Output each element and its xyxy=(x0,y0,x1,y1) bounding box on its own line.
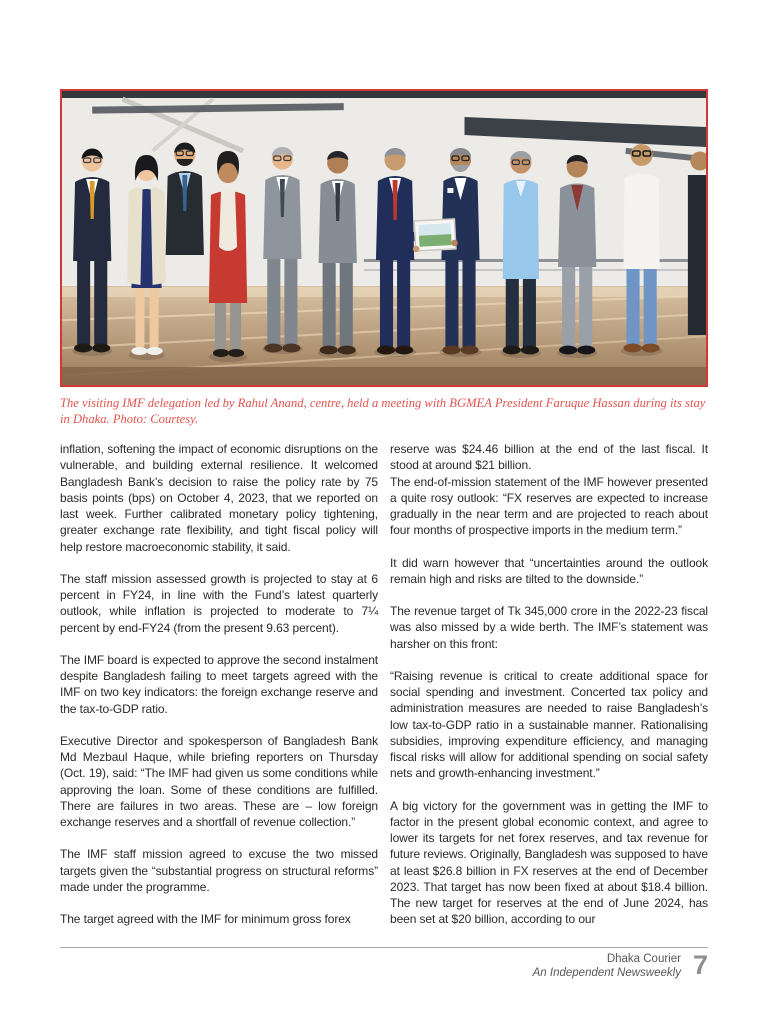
photo-caption: The visiting IMF delegation led by Rahul Anand, centre, held a meeting with BGMEA President Faruque Hassan during its stay in Dhaka. Photo: Courtesy. xyxy=(60,396,706,426)
page-number: 7 xyxy=(692,950,708,980)
paragraph: It did warn however that “uncertainties around the outlook remain high and risks are tilted to the downside.” xyxy=(390,555,708,586)
paragraph: A big victory for the government was in getting the IMF to factor in the present global economic context, and agree to lower its targets for net forex reserves, and tax revenue for future reviews. Originally, Bangladesh was supposed to have at least $26.8 billion in FX reserves at the end of December 2023. That target has now been fixed at about $18.4 billion. The new target for reserves at the end of June 2024, has been set at $20 billion, according to our xyxy=(390,798,708,927)
page-footer xyxy=(60,947,708,980)
publication-block xyxy=(533,953,681,980)
paragraph: The IMF board is expected to approve the second instalment despite Bangladesh failing to meet targets agreed with the IMF on two key indicators: the foreign exchange reserve and the tax-to-GDP ratio. xyxy=(60,652,378,716)
paragraph: “Raising revenue is critical to create additional space for social spending and investment. Concerted tax policy and administration measures are needed to raise Bangladesh’s low tax-to-GDP ratio in a sustainable manner. Rationalising subsidies, improving expenditure efficiency, and managing fiscal risks will allow for additional spending on social safety nets and growth-enhancing investment.” xyxy=(390,668,708,781)
paragraph: The end-of-mission statement of the IMF however presented a quite rosy outlook: “FX reserves are expected to increase gradually in the near term and are projected to reach about four months of prospective imports in the medium term.” xyxy=(390,474,708,538)
publication-tagline: An Independent Newsweekly xyxy=(532,966,681,979)
photo-figure xyxy=(60,89,708,427)
paragraph: reserve was $24.46 billion at the end of the last fiscal. It stood at around $21 billion. xyxy=(390,442,708,473)
paragraph: The target agreed with the IMF for minimum gross forex xyxy=(60,912,351,926)
paragraph: inflation, softening the impact of economic disruptions on the vulnerable, and building external resilience. It welcomed Bangladesh Bank’s decision to raise the policy rate by 75 basis points (bps) on October 4, 2023, that we reported on last week. Further calibrated monetary policy tightening, greater exchange rate flexibility, and tight fiscal policy will help restore macroeconomic stability, it said. xyxy=(60,442,378,554)
paragraph: The revenue target of Tk 345,000 crore in the 2022-23 fiscal was also missed by a wide berth. The IMF’s statement was harsher on this front: xyxy=(390,604,708,651)
paragraph: The IMF staff mission agreed to excuse the two missed targets given the “substantial progress on structural reforms” made under the programme. xyxy=(60,847,378,894)
right-column xyxy=(390,441,708,928)
article-body xyxy=(60,441,708,928)
photo-illustration xyxy=(62,91,706,385)
left-column xyxy=(60,441,378,928)
paragraph: Executive Director and spokesperson of Bangladesh Bank Md Mezbaul Haque, while briefing reporters on Thursday (Oct. 19), said: “The IMF had given us some conditions while approving the loan. Some of these conditions are fulfilled. There are failures in two areas. These are – low foreign exchange reserves and a shortfall of revenue collection.” xyxy=(60,733,378,829)
photo xyxy=(60,89,708,387)
publication-name: Dhaka Courier xyxy=(606,953,681,965)
paragraph: The staff mission assessed growth is projected to stay at 6 percent in FY24, in line with the Fund’s latest quarterly outlook, while inflation is projected to moderate to 7¼ percent by end-FY24 (from the present 9.63 percent). xyxy=(60,571,378,635)
